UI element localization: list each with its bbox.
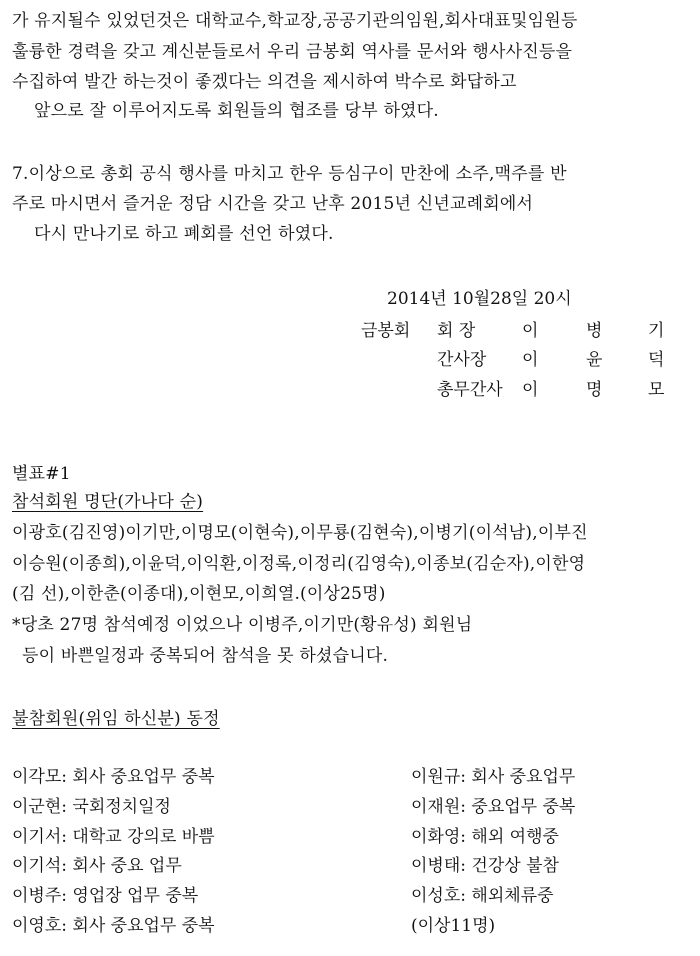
absentee-item: 이원규: 회사 중요업무 [411,767,576,787]
absentee-item: 이화영: 해외 여행중 [411,827,559,847]
text-line: 수집하여 발간 하는것이 좋겠다는 의견을 제시하여 박수로 화답하고 [12,72,517,92]
attendees-line: 이광호(김진영)이기만,이명모(이현숙),이무룡(김현숙),이병기(이석남),이부진 [12,523,588,543]
text-line: 7.이상으로 총회 공식 행사를 마치고 한우 등심구이 만찬에 소주,맥주를 반 [12,164,567,184]
absentee-item: 이병주: 영업장 업무 중복 [12,886,199,906]
absentee-item: 이재원: 중요업무 중복 [411,797,576,817]
absentee-item: 이기서: 대학교 강의로 바쁨 [12,827,215,847]
text-line: 앞으로 잘 이루어지도록 회원들의 협조를 당부 하였다. [34,101,439,121]
signature-date: 2014년 10월28일 20시 [387,289,572,309]
signature-family-name: 이 [522,321,539,341]
text-line: 가 유지될수 있었던것은 대학교수,학교장,공공기관의임원,회사대표및임원등 [12,11,578,31]
signature-title: 간사장 [437,350,487,370]
signature-given-name: 병 [586,321,603,341]
signature-given-name: 명 [586,380,603,400]
absentee-item: 이성호: 해외체류중 [411,886,554,906]
absentee-item: 이군현: 국회정치일정 [12,797,171,817]
absentees-heading: 불참회원(위임 하신분) 동정 [12,709,220,729]
signature-given-name: 기 [648,321,665,341]
appendix-label: 별표#1 [12,464,71,484]
signature-org: 금봉회 [361,321,411,341]
attendees-line: 이승원(이종희),이윤덕,이익환,이정록,이정리(김영숙),이종보(김순자),이한영 [12,554,586,574]
absentee-item: 이각모: 회사 중요업무 중복 [12,767,215,787]
signature-family-name: 이 [522,350,539,370]
absentee-count: (이상11명) [411,916,496,936]
signature-given-name: 모 [648,380,665,400]
signature-title: 회 장 [437,321,476,341]
text-line: 다시 만나기로 하고 폐회를 선언 하였다. [34,224,334,244]
signature-title: 총무간사 [437,380,503,400]
note-line: 등이 바쁜일정과 중복되어 참석을 못 하셨습니다. [22,646,389,666]
text-line: 주로 마시면서 즐거운 정담 시간을 갖고 난후 2015년 신년교례회에서 [12,194,534,214]
signature-family-name: 이 [522,380,539,400]
text-line: 훌륭한 경력을 갖고 계신분들로서 우리 금봉회 역사를 문서와 행사사진등을 [12,42,573,62]
attendees-heading: 참석회원 명단(가나다 순) [12,492,204,512]
attendees-line: (김 선),이한춘(이종대),이현모,이희열.(이상25명) [12,584,386,604]
absentee-item: 이기석: 회사 중요 업무 [12,856,182,876]
note-line: *당초 27명 참석예정 이었으나 이병주,이기만(황유성) 회원님 [12,615,473,635]
absentee-item: 이병태: 건강상 불참 [411,856,559,876]
signature-given-name: 윤 [586,350,603,370]
absentee-item: 이영호: 회사 중요업무 중복 [12,916,215,936]
signature-given-name: 덕 [648,350,665,370]
